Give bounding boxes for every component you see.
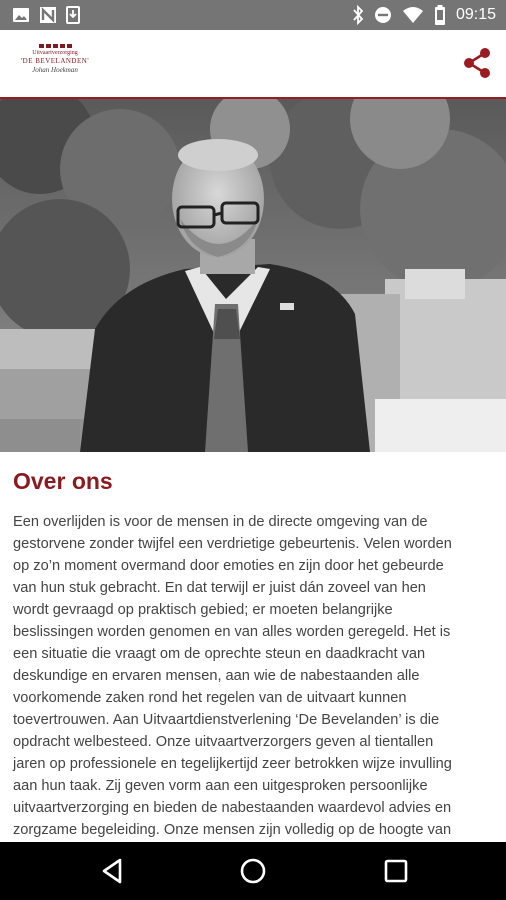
paragraph-line: Een overlijden is voor de mensen in de directe omgeving van de bbox=[13, 514, 428, 530]
logo-line-1: Uitvaartverzorging bbox=[32, 50, 78, 56]
status-right-icons bbox=[352, 5, 496, 25]
paragraph-line: uitvaartverzorging en bieden de nabestaanden waardevol advies en bbox=[13, 800, 452, 816]
status-left-icons bbox=[12, 6, 80, 24]
paragraph-line: zorgzame begeleiding. Onze mensen zijn volledig op de hoogte van bbox=[13, 822, 452, 838]
wifi-icon bbox=[402, 6, 424, 24]
recents-icon[interactable] bbox=[381, 856, 411, 886]
logo-line-3: Johan Hoekman bbox=[32, 66, 78, 74]
system-nav-bar bbox=[0, 842, 506, 900]
paragraph-line: deskundige en ervaren mensen, aan wie de nabestaanden alle bbox=[13, 668, 420, 684]
status-time: 09:15 bbox=[455, 6, 496, 23]
download-icon bbox=[66, 6, 80, 24]
status-bar bbox=[0, 0, 506, 30]
hero-photo bbox=[0, 99, 506, 452]
paragraph-line: wordt gevraagd op praktisch gebied; er moeten belangrijke bbox=[13, 602, 393, 618]
app-bar bbox=[0, 30, 506, 99]
logo-line-2: 'DE BEVELANDEN' bbox=[20, 57, 90, 65]
n-icon bbox=[40, 7, 56, 23]
paragraph-line: op zo’n moment overmand door emoties en zijn door het gebeurde bbox=[13, 558, 444, 574]
share-icon[interactable] bbox=[462, 47, 492, 79]
back-icon[interactable] bbox=[98, 856, 128, 886]
paragraph-line: aan hun taak. Zij geven vorm aan een uitgesproken persoonlijke bbox=[13, 778, 428, 794]
page-title: Over ons bbox=[13, 468, 113, 494]
paragraph-line: toevertrouwen. Aan Uitvaartdienstverlening ‘De Bevelanden’ is die bbox=[13, 712, 440, 728]
about-paragraph bbox=[13, 511, 495, 841]
logo-emblem bbox=[20, 44, 90, 48]
image-icon bbox=[12, 7, 30, 23]
paragraph-line: voorkomende zaken rond het regelen van de uitvaart kunnen bbox=[13, 690, 407, 706]
about-section bbox=[0, 452, 506, 842]
brand-logo[interactable] bbox=[20, 44, 90, 84]
home-icon[interactable] bbox=[238, 856, 268, 886]
portrait-image bbox=[0, 99, 506, 452]
paragraph-line: beslissingen worden genomen en van alles worden geregeld. Het is bbox=[13, 624, 451, 640]
paragraph-line: opdracht welbesteed. Onze uitvaartverzorgers geven al tientallen bbox=[13, 734, 434, 750]
bluetooth-icon bbox=[352, 5, 364, 25]
paragraph-line: van hun stuk gebracht. En dat terwijl er juist dán zoveel van hen bbox=[13, 580, 426, 596]
dnd-icon bbox=[374, 6, 392, 24]
paragraph-line: gestorvene zonder twijfel een verdrietige gebeurtenis. Velen worden bbox=[13, 536, 452, 552]
paragraph-line: jaren op professionele en tegelijkertijd zeer betrokken wijze invulling bbox=[13, 756, 452, 772]
paragraph-line: een situatie die vraagt om de oprechte steun en daadkracht van bbox=[13, 646, 426, 662]
battery-icon bbox=[434, 5, 446, 25]
